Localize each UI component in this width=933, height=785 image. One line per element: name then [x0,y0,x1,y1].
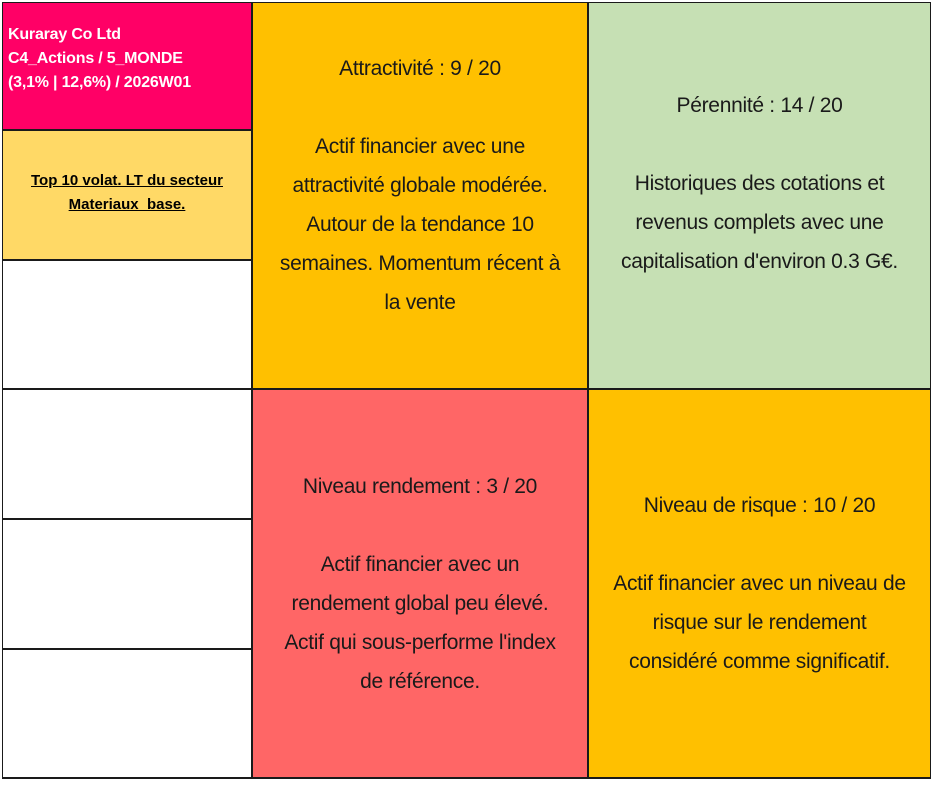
attractivite-line: Autour de la tendance 10 [306,213,534,236]
attractivite-line: Actif financier avec une [315,135,525,158]
rendement-line: Actif qui sous-performe l'index [284,630,556,654]
asset-stats: (3,1% | 12,6%) / 2026W01 [8,74,191,91]
top10-line2: Materiaux_base. [68,196,186,213]
attractivite-line: la vente [384,291,456,314]
empty-cell-2 [2,389,252,519]
perennite-title: Pérennité : 14 / 20 [676,93,843,117]
perennite-line: revenus complets avec une [635,210,884,234]
top10-volatility-cell [2,130,252,260]
rendement-title: Niveau rendement : 3 / 20 [302,474,538,498]
rendement-panel [252,389,588,778]
attractivite-line: attractivité globale modérée. [292,174,548,197]
risque-line: Actif financier avec un niveau de [613,572,906,595]
attractivite-title: Attractivité : 9 / 20 [339,57,501,80]
risque-line: considéré comme significatif. [629,650,890,673]
risque-panel [588,389,931,778]
top10-line1: Top 10 volat. LT du secteur [31,172,223,189]
empty-cell-3 [2,519,252,649]
rendement-line: Actif financier avec un [320,552,520,576]
attractivite-line: semaines. Momentum récent à [279,252,561,275]
perennite-panel [588,2,931,389]
perennite-line: capitalisation d'environ 0.3 G€. [621,249,898,273]
asset-category: C4_Actions / 5_MONDE [8,50,183,67]
asset-title-cell [2,2,252,130]
risque-line: risque sur le rendement [652,611,867,634]
empty-cell-1 [2,260,252,389]
risque-title: Niveau de risque : 10 / 20 [643,494,876,517]
attractivite-panel [252,2,588,389]
empty-cell-4 [2,649,252,778]
table-bottom-border [2,778,931,779]
perennite-line: Historiques des cotations et [634,171,885,195]
rendement-line: de référence. [360,669,480,693]
company-name: Kuraray Co Ltd [8,26,121,43]
rendement-line: rendement global peu élevé. [291,591,549,615]
